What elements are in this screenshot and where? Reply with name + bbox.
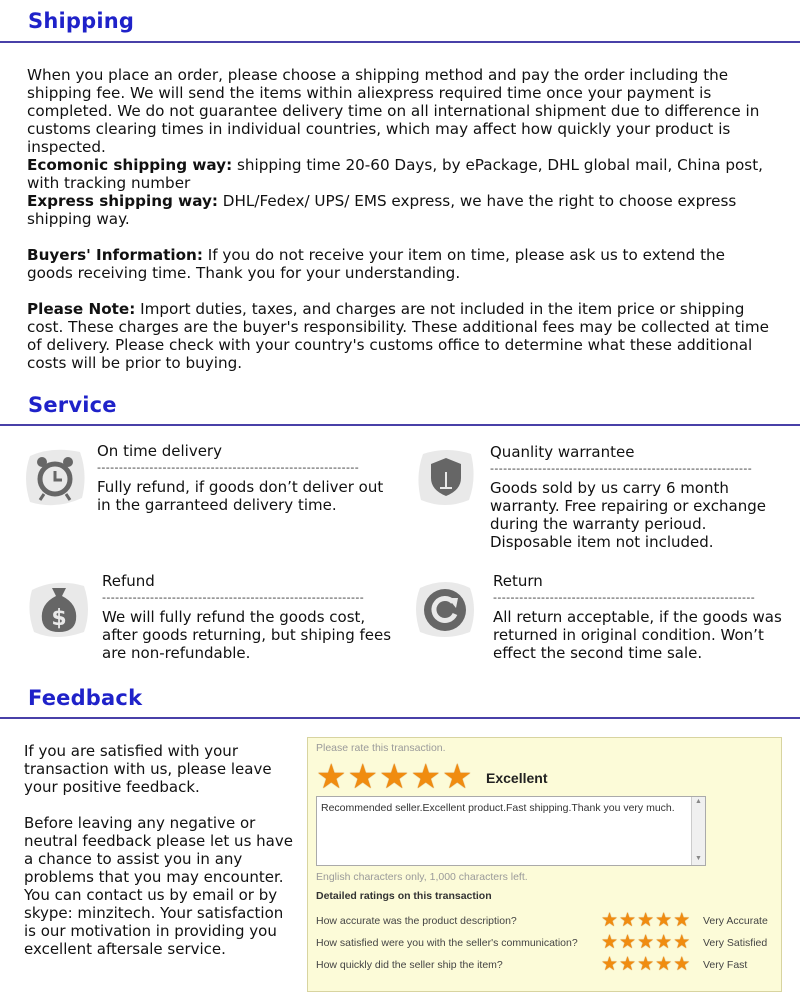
service-divider: ------------------------------------------------------------ [493, 592, 756, 604]
star-icon[interactable]: ★ [637, 932, 655, 953]
star-icon[interactable]: ★ [619, 910, 637, 931]
note-text: Import duties, taxes, and charges are not included in the item price or shipping cost. These charges are the buyer's responsibility. These additional fees may be collected at time of delivery. Please check with your country's customs office to determine what these additional costs will be prior to buying. [27, 300, 769, 372]
service-desc-return: All return acceptable, if the goods was returned in original condition. Won’t effect the second time sale. [493, 608, 782, 662]
shield-icon [413, 444, 479, 510]
star-icon[interactable]: ★ [619, 954, 637, 975]
service-rule [0, 424, 800, 426]
question-description: How accurate was the product description? [316, 915, 517, 927]
svg-text:$: $ [51, 606, 67, 631]
star-icon[interactable]: ★ [637, 910, 655, 931]
economic-label: Ecomonic shipping way: [27, 156, 233, 174]
star-icon[interactable]: ★ [601, 910, 619, 931]
buyers-text: If you do not receive your item on time, please ask us to extend the goods receiving time. Thank you for your understanding. [27, 246, 726, 282]
express-text: DHL/Fedex/ UPS/ EMS express, we have the right to choose express shipping way. [27, 192, 737, 228]
question-communication: How satisfied were you with the seller's communication? [316, 937, 578, 949]
scroll-down-icon[interactable]: ▼ [695, 855, 702, 862]
star-icon[interactable]: ★ [655, 932, 673, 953]
star-icon[interactable]: ★ [619, 932, 637, 953]
service-divider: ------------------------------------------------------------ [102, 592, 365, 604]
star-icon[interactable]: ★ [601, 932, 619, 953]
answer-description: Very Accurate [703, 915, 768, 927]
star-icon[interactable]: ★ [378, 758, 410, 796]
service-desc-refund: We will fully refund the goods cost, after goods returning, but shiping fees are non-refundable. [102, 608, 392, 662]
service-title-return: Return [493, 572, 543, 590]
feedback-contact: You can contact us by email or by skype: minzitech. Your satisfaction is our motivation in providing you excellent aftersale service. [24, 886, 284, 958]
service-heading: Service [28, 393, 117, 417]
scroll-up-icon[interactable]: ▲ [695, 798, 702, 805]
answer-communication: Very Satisfied [703, 937, 768, 949]
feedback-intro: If you are satisfied with your transaction with us, please leave your positive feedback. [24, 742, 272, 796]
feedback-rule [0, 717, 800, 719]
note-label: Please Note: [27, 300, 136, 318]
service-title-delivery: On time delivery [97, 442, 222, 460]
detailed-ratings-header: Detailed ratings on this transaction [316, 890, 492, 902]
comment-text: Recommended seller.Excellent product.Fast shipping.Thank you very much. [321, 802, 675, 814]
star-icon[interactable]: ★ [673, 932, 691, 953]
star-icon[interactable]: ★ [601, 954, 619, 975]
express-shipping [27, 192, 775, 228]
feedback-request: Before leaving any negative or neutral feedback please let us have a chance to assist you in any problems that you may encounter. [24, 814, 293, 886]
please-note [27, 300, 775, 372]
service-divider: ------------------------------------------------------------ [490, 463, 753, 475]
service-title-refund: Refund [102, 572, 155, 590]
shipping-intro: When you place an order, please choose a shipping method and pay the order including the shipping fee. We will send the items within aliexpress required time once your payment is completed. We do not guarantee delivery time on all international shipment due to difference in customs clearing times in individual countries, which may affect how quickly your product is inspected. [27, 66, 760, 156]
overall-stars[interactable] [316, 760, 472, 794]
star-icon[interactable]: ★ [673, 954, 691, 975]
star-icon[interactable]: ★ [316, 758, 347, 796]
star-icon[interactable]: ★ [410, 758, 441, 796]
service-desc-delivery: Fully refund, if goods don’t deliver out in the garranteed delivery time. [97, 478, 384, 514]
question-shipping: How quickly did the seller ship the item? [316, 959, 503, 971]
return-arrow-icon [412, 576, 478, 642]
alarm-clock-icon [22, 444, 88, 510]
economic-shipping [27, 156, 775, 192]
rating-prompt: Please rate this transaction. [316, 742, 446, 754]
description-stars[interactable] [601, 911, 690, 930]
star-icon[interactable]: ★ [347, 758, 378, 796]
char-count-note: English characters only, 1,000 characters left. [316, 871, 528, 883]
economic-text: shipping time 20-60 Days, by ePackage, DHL global mail, China post, with tracking number [27, 156, 763, 192]
buyers-information [27, 246, 775, 282]
star-icon[interactable]: ★ [441, 758, 473, 796]
star-icon[interactable]: ★ [637, 954, 655, 975]
rating-word: Excellent [486, 770, 548, 786]
money-bag-icon [26, 576, 92, 642]
answer-shipping: Very Fast [703, 959, 748, 971]
feedback-heading: Feedback [28, 686, 143, 710]
shipping-heading: Shipping [28, 9, 135, 33]
shipping-stars[interactable] [601, 955, 690, 974]
shipping-rule [0, 41, 800, 43]
buyers-label: Buyers' Information: [27, 246, 203, 264]
service-desc-warranty: Goods sold by us carry 6 month warranty. Free repairing or exchange during the warranty perioud. Disposable item not included. [490, 479, 766, 551]
rating-panel [307, 737, 782, 992]
star-icon[interactable]: ★ [673, 910, 691, 931]
service-divider: ------------------------------------------------------------ [97, 462, 360, 474]
express-label: Express shipping way: [27, 192, 218, 210]
star-icon[interactable]: ★ [655, 954, 673, 975]
service-title-warranty: Quanlity warrantee [490, 443, 635, 461]
star-icon[interactable]: ★ [655, 910, 673, 931]
comment-textarea[interactable] [316, 796, 706, 866]
communication-stars[interactable] [601, 933, 690, 952]
comment-scrollbar[interactable] [691, 797, 705, 865]
